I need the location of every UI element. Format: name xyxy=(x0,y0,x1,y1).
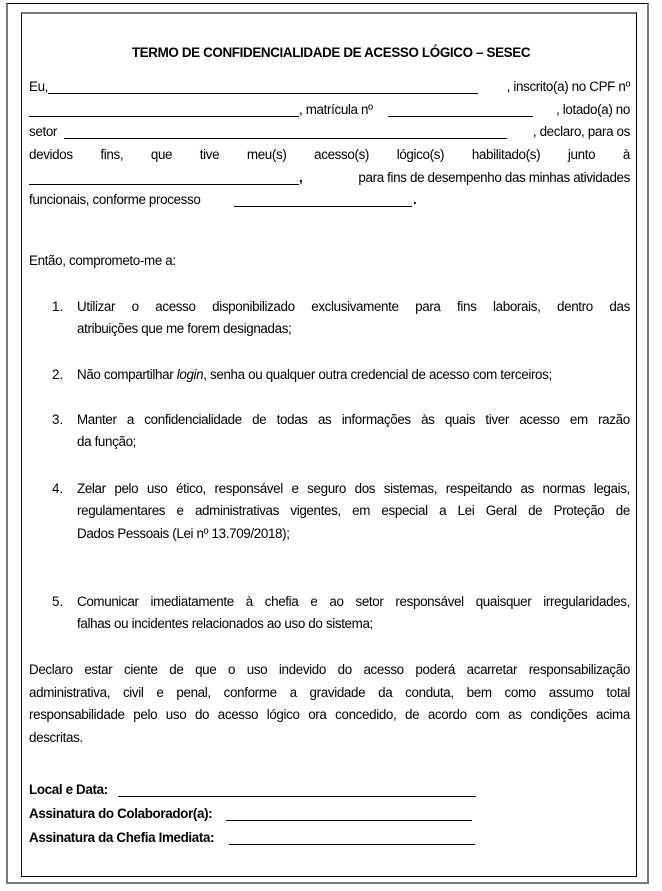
word: regulamentares xyxy=(77,503,166,518)
declaration-line-3 xyxy=(29,705,630,725)
word: a xyxy=(439,503,447,518)
word: imediatamente xyxy=(150,594,234,609)
word: às xyxy=(421,412,435,427)
login-term: login xyxy=(176,367,204,382)
word: tive xyxy=(199,147,220,162)
word: de xyxy=(405,707,420,722)
word: conforme xyxy=(223,685,277,700)
word: dentro xyxy=(557,299,593,314)
list-number: 1. xyxy=(52,299,64,314)
word: bem xyxy=(466,685,492,700)
word: respeitando xyxy=(445,481,512,496)
intro-line-6 xyxy=(29,190,630,210)
word: total xyxy=(606,685,630,700)
word: exclusivamente xyxy=(311,299,399,314)
declaration-line-1 xyxy=(29,660,630,680)
list-item-4-line-2 xyxy=(77,501,630,521)
setor-field-blank[interactable] xyxy=(64,138,507,139)
word: a xyxy=(289,685,297,700)
word: laborais, xyxy=(493,299,541,314)
word: de xyxy=(252,412,267,427)
word: acesso(s) xyxy=(314,147,370,162)
word: dos xyxy=(354,481,376,496)
word: o xyxy=(131,299,139,314)
local-data-field-blank[interactable] xyxy=(118,796,476,797)
word: que xyxy=(195,662,217,677)
word: lógico xyxy=(266,707,300,722)
manager-signature-label: Assinatura da Chefia Imediata: xyxy=(29,830,215,845)
list-item-4-line-3: Dados Pessoais (Lei nº 13.709/2018); xyxy=(77,526,290,541)
word: vigentes, xyxy=(290,503,341,518)
word: devidos xyxy=(29,147,73,162)
collaborator-signature-blank[interactable] xyxy=(226,820,472,821)
document-title: TERMO DE CONFIDENCIALIDADE DE ACESSO LÓGICO – SESEC xyxy=(131,45,531,60)
word: seguro xyxy=(307,481,347,496)
word: uso xyxy=(246,662,268,677)
word: sistemas, xyxy=(383,481,438,496)
name-field-blank[interactable] xyxy=(48,93,478,94)
word: condições xyxy=(530,707,588,722)
word: as xyxy=(508,707,522,722)
intro-line-1-end xyxy=(476,77,630,97)
local-data-label: Local e Data: xyxy=(29,782,108,797)
intro-line-6-end xyxy=(413,190,423,210)
commitment-lead: Então, comprometo-me a: xyxy=(29,253,176,268)
word: poderá xyxy=(415,662,456,677)
word: pelo xyxy=(114,481,139,496)
word: uso xyxy=(165,707,187,722)
word: as xyxy=(317,412,332,427)
list-item-3-line-2: da função; xyxy=(77,434,137,449)
word: irregularidades, xyxy=(543,594,630,609)
word: de xyxy=(169,662,184,677)
word: disponibilizado xyxy=(212,299,295,314)
word: acesso xyxy=(519,412,560,427)
word: de xyxy=(528,503,543,518)
word: pelo xyxy=(133,707,158,722)
word: junto xyxy=(567,147,596,162)
word: habilitado(s) xyxy=(471,147,541,162)
word: Manter xyxy=(77,412,117,427)
list-item-5-line-1 xyxy=(77,592,630,612)
word: da xyxy=(378,685,393,700)
intro-text: setor xyxy=(29,124,58,139)
word: razão xyxy=(598,412,630,427)
word: administrativa, xyxy=(29,685,111,700)
word: Geral xyxy=(485,503,517,518)
word: ciente xyxy=(123,662,158,677)
list-item-1-line-1 xyxy=(77,297,630,317)
intro-text: , declaro, para os xyxy=(532,124,630,139)
word: informações xyxy=(341,412,411,427)
word: estar xyxy=(84,662,113,677)
list-item-text: Não compartilhar xyxy=(77,367,177,382)
word: tiver xyxy=(485,412,509,427)
word: à xyxy=(622,147,630,162)
word: indevido xyxy=(278,662,326,677)
intro-line-3-end xyxy=(505,122,630,142)
intro-text: Eu, xyxy=(29,79,49,94)
word: Declaro xyxy=(29,662,73,677)
word: meu(s) xyxy=(246,147,287,162)
word: Utilizar xyxy=(77,299,116,314)
word: lógico(s) xyxy=(396,147,445,162)
word: responsável xyxy=(395,594,464,609)
intro-text: , xyxy=(299,170,303,185)
declaration-line-2 xyxy=(29,683,630,703)
word: das xyxy=(609,299,630,314)
word: de xyxy=(615,503,630,518)
list-item-3-line-1 xyxy=(77,410,630,430)
intro-text: , matrícula nº xyxy=(299,102,373,117)
word: fins xyxy=(457,299,477,314)
word: e xyxy=(156,685,164,700)
word: confidencialidade xyxy=(144,412,242,427)
word: chefia xyxy=(264,594,299,609)
declaration-line-4: descritas. xyxy=(29,730,83,745)
word: assumo xyxy=(548,685,594,700)
intro-line-5 xyxy=(310,168,630,188)
list-number: 3. xyxy=(52,412,64,427)
list-number: 2. xyxy=(52,367,64,382)
word: responsável xyxy=(214,481,283,496)
list-number: 5. xyxy=(52,594,64,609)
word: acima xyxy=(595,707,630,722)
word: para xyxy=(415,299,441,314)
word: acesso xyxy=(155,299,196,314)
word: quais xyxy=(444,412,476,427)
word: com xyxy=(475,707,500,722)
intro-text: funcionais, conforme processo xyxy=(29,192,201,207)
manager-signature-blank[interactable] xyxy=(229,844,475,845)
list-item-4-line-1 xyxy=(77,479,630,499)
word: Zelar xyxy=(77,481,106,496)
intro-text: para fins de desempenho das minhas atividades xyxy=(358,170,630,185)
word: uso xyxy=(146,481,168,496)
word: que xyxy=(150,147,173,162)
word: responsabilidade xyxy=(29,707,125,722)
word: as xyxy=(520,481,534,496)
word: legais, xyxy=(593,481,630,496)
word: quaisquer xyxy=(475,594,532,609)
intro-line-2 xyxy=(299,100,409,120)
word: do xyxy=(194,707,210,722)
word: e xyxy=(176,503,184,518)
list-item-2 xyxy=(77,365,630,385)
collaborator-signature-label: Assinatura do Colaborador(a): xyxy=(29,806,213,821)
word: gravidade xyxy=(309,685,366,700)
word: conduta, xyxy=(405,685,454,700)
intro-line-5-comma xyxy=(299,168,309,188)
word: à xyxy=(245,594,253,609)
orgao-field-blank[interactable] xyxy=(29,184,299,185)
word: Comunicar xyxy=(77,594,139,609)
word: em xyxy=(352,503,371,518)
word: acarretar xyxy=(466,662,518,677)
word: todas xyxy=(276,412,308,427)
word: Proteção xyxy=(553,503,605,518)
word: ao xyxy=(329,594,344,609)
word: acordo xyxy=(427,707,467,722)
word: penal, xyxy=(176,685,211,700)
word: o xyxy=(228,662,236,677)
intro-text: . xyxy=(413,192,417,207)
word: a xyxy=(126,412,134,427)
list-item-1-line-2: atribuições que me forem designadas; xyxy=(77,321,292,336)
intro-line-2-end xyxy=(530,100,630,120)
word: Lei xyxy=(457,503,475,518)
word: como xyxy=(504,685,536,700)
word: e xyxy=(310,594,318,609)
word: ora xyxy=(308,707,327,722)
intro-text: , inscrito(a) no CPF nº xyxy=(506,79,630,94)
processo-field-blank[interactable] xyxy=(234,206,412,207)
cpf-field-blank[interactable] xyxy=(29,116,299,117)
matricula-field-blank[interactable] xyxy=(388,116,533,117)
word: e xyxy=(291,481,299,496)
word: especial xyxy=(381,503,428,518)
word: administrativas xyxy=(194,503,280,518)
word: fins, xyxy=(100,147,124,162)
word: concedido, xyxy=(335,707,397,722)
word: ético, xyxy=(176,481,206,496)
intro-text: , lotado(a) no xyxy=(555,102,630,117)
word: civil xyxy=(122,685,144,700)
word: normas xyxy=(542,481,586,496)
list-item-5-line-2: falhas ou incidentes relacionados ao uso do sistema; xyxy=(77,616,373,631)
intro-line-4 xyxy=(29,145,630,165)
word: em xyxy=(569,412,588,427)
word: acesso xyxy=(363,662,404,677)
word: do xyxy=(337,662,352,677)
word: setor xyxy=(355,594,384,609)
word: responsabilização xyxy=(528,662,630,677)
word: acesso xyxy=(217,707,259,722)
list-number: 4. xyxy=(52,481,64,496)
list-item-text: , senha ou qualquer outra credencial de acesso com terceiros; xyxy=(203,367,552,382)
